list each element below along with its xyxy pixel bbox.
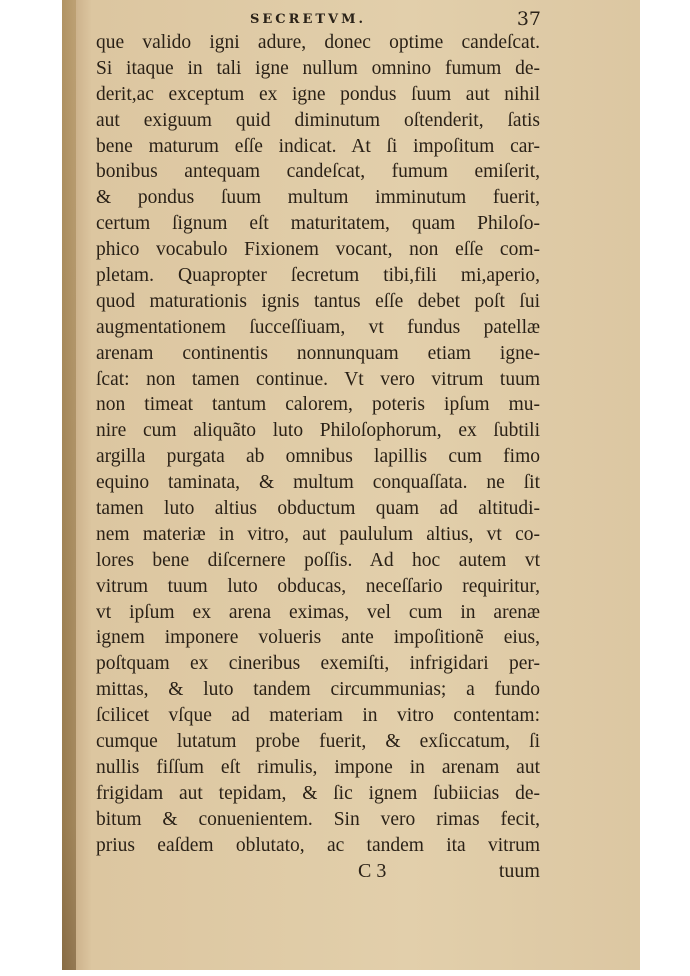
page-gutter-shadow [62, 0, 76, 970]
catchword: tuum [498, 860, 540, 882]
text-line: equino taminata, & multum conquaſſata. ne ſit [96, 472, 540, 494]
text-line: ignem imponere volueris ante impoſitionẽ eius, [96, 627, 540, 649]
text-line: phico vocabulo Fixionem vocant, non eſſe com- [96, 239, 540, 261]
text-line: frigidam aut tepidam, & ſic ignem ſubiicias de- [96, 782, 540, 804]
text-line: prius eaſdem oblutato, ac tandem ita vitrum [96, 834, 540, 856]
text-line: poſtquam ex cineribus exemiſti, infrigidari per- [96, 653, 540, 675]
text-line: argilla purgata ab omnibus lapillis cum fimo [96, 446, 540, 468]
text-line: quod maturationis ignis tantus eſſe debet poſt ſui [96, 290, 540, 312]
text-line: cumque lutatum probe fuerit, & exſiccatum, ſi [96, 731, 540, 753]
page-number: 37 [516, 8, 541, 30]
text-line: bitum & conuenientem. Sin vero rimas fecit, [96, 808, 540, 830]
text-line: vitrum tuum luto obducas, neceſſario requiritur, [96, 575, 540, 597]
text-line: & pondus ſuum multum imminutum fuerit, [96, 187, 540, 209]
text-line: ſcat: non tamen continue. Vt vero vitrum tuum [96, 368, 540, 390]
text-line: pletam. Quapropter ſecretum tibi,fili mi,aperio, [96, 265, 540, 287]
text-line: arenam continentis nonnunquam etiam igne- [96, 342, 540, 364]
text-line: non timeat tantum calorem, poteris ipſum mu- [96, 394, 540, 416]
text-line: aut exiguum quid diminutum oſtenderit, ſatis [96, 109, 540, 131]
text-line: tamen luto altius obductum quam ad altitudi- [96, 498, 540, 520]
text-line: lores bene diſcernere poſſis. Ad hoc autem vt [96, 549, 540, 571]
text-line: que valido igni adure, donec optime candeſcat. [96, 32, 540, 53]
text-line: nire cum aliquãto luto Philoſophorum, ex ſubtili [96, 420, 540, 442]
text-line: bonibus antequam candeſcat, fumum emiſerit, [96, 161, 540, 183]
text-line: nem materiæ in vitro, aut paululum altius, vt co- [96, 523, 540, 545]
signature-mark: C 3 [358, 860, 387, 882]
text-line: vt ipſum ex arena eximas, vel cum in arenæ [96, 601, 540, 623]
text-line: certum ſignum eſt maturitatem, quam Philoſo- [96, 213, 540, 235]
running-title: SECRETVM. [250, 12, 367, 27]
text-line: mittas, & luto tandem circummunias; a fundo [96, 679, 540, 701]
text-line: augmentationem ſucceſſiuam, vt fundus patellæ [96, 316, 540, 338]
page-header [95, 8, 543, 32]
text-line: bene maturum eſſe indicat. At ſi impoſitum car- [96, 135, 540, 157]
text-line: nullis fiſſum eſt rimulis, impone in arenam aut [96, 756, 540, 778]
text-line: Si itaque in tali igne nullum omnino fumum de- [96, 57, 540, 79]
body-text [96, 30, 540, 859]
text-line: derit,ac exceptum ex igne pondus ſuum aut nihil [96, 83, 540, 105]
text-line: ſcilicet vſque ad materiam in vitro contentam: [96, 705, 540, 727]
page-footer [96, 860, 540, 886]
